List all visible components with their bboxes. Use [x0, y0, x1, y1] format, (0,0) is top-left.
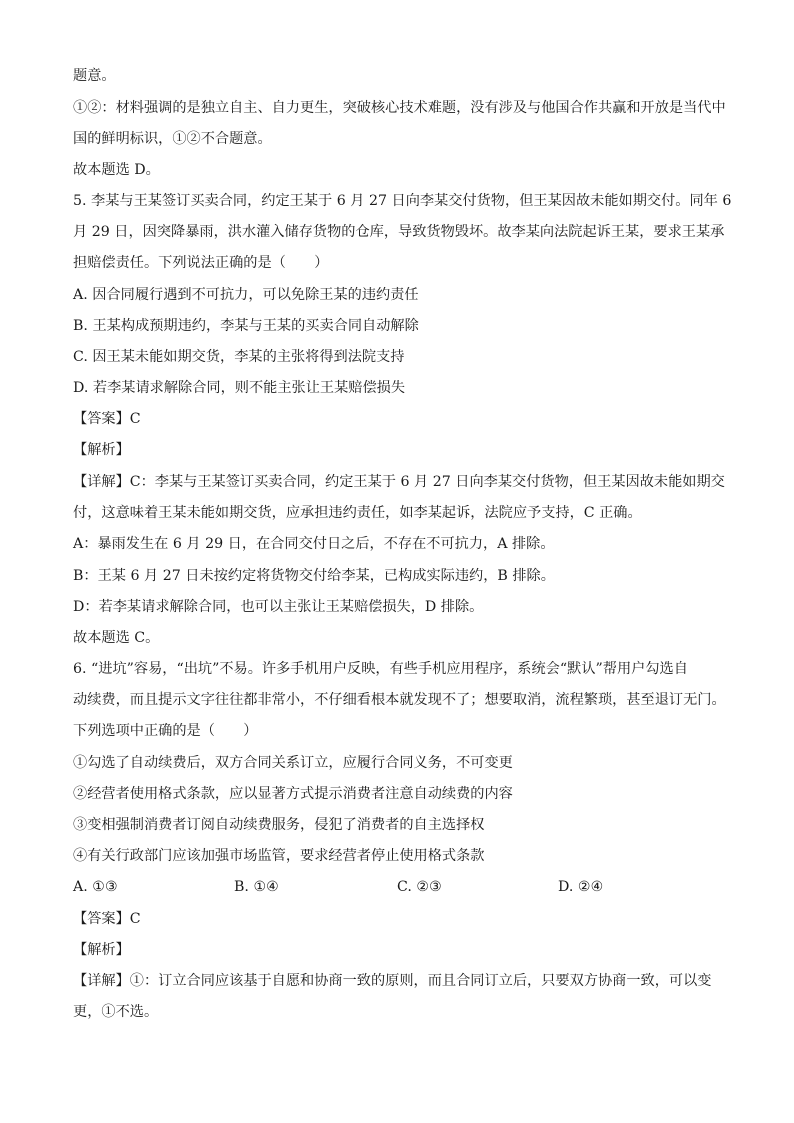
question-5-option-c: C. 因王某未能如期交货，李某的主张将得到法院支持 — [73, 349, 405, 365]
analysis-label: 【解析】 — [73, 942, 130, 958]
explanation-line: 更，①不选。 — [73, 1004, 159, 1020]
text-line: 题意。 — [73, 68, 116, 84]
explanation-line: A：暴雨发生在 6 月 29 日，在合同交付日之后，不存在不可抗力，A 排除。 — [73, 536, 555, 552]
text-line: 国的鲜明标识，①②不合题意。 — [73, 131, 272, 147]
answer-label: 【答案】C — [73, 411, 141, 427]
question-6-stem: 动续费，而且提示文字往往都非常小，不仔细看根本就发现不了；想要取消，流程繁琐，甚至退订无门。 — [73, 692, 726, 708]
question-6-option-d: D. ②④ — [558, 879, 604, 895]
explanation-line: D：若李某请求解除合同，也可以主张让王某赔偿损失，D 排除。 — [73, 599, 484, 615]
question-6-option-c: C. ②③ — [397, 879, 442, 895]
question-6-statement: ①勾选了自动续费后，双方合同关系订立，应履行合同义务，不可变更 — [73, 755, 513, 771]
question-6-option-b: B. ①④ — [234, 879, 279, 895]
question-5-option-b: B. 王某构成预期违约，李某与王某的买卖合同自动解除 — [73, 318, 419, 334]
question-6-stem: 下列选项中正确的是（ ） — [73, 723, 258, 739]
explanation-line: 【详解】①：订立合同应该基于自愿和协商一致的原则，而且合同订立后，只要双方协商一致，可以变 — [73, 973, 712, 989]
question-5-option-a: A. 因合同履行遇到不可抗力，可以免除王某的违约责任 — [73, 287, 419, 303]
text-line: 故本题选 D。 — [73, 162, 160, 178]
question-6-statement: ③变相强制消费者订阅自动续费服务，侵犯了消费者的自主选择权 — [73, 817, 485, 833]
analysis-label: 【解析】 — [73, 442, 130, 458]
explanation-line: 付，这意味着王某未能如期交货，应承担违约责任，如李某起诉，法院应予支持，C 正确。 — [73, 505, 642, 521]
explanation-line: 【详解】C：李某与王某签订买卖合同，约定王某于 6 月 27 日向李某交付货物，但王某因故未能如期交 — [73, 474, 725, 490]
question-5-stem: 月 29 日，因突降暴雨，洪水灌入储存货物的仓库，导致货物毁坏。故李某向法院起诉王某，要求王某承 — [73, 224, 725, 240]
answer-label: 【答案】C — [73, 911, 141, 927]
text-line: ①②：材料强调的是独立自主、自力更生，突破核心技术难题，没有涉及与他国合作共赢和开放是当代中 — [73, 100, 726, 116]
question-6-statement: ④有关行政部门应该加强市场监管，要求经营者停止使用格式条款 — [73, 848, 485, 864]
question-6-stem: 6. “进坑”容易，“出坑”不易。许多手机用户反映，有些手机应用程序，系统会“默认”帮用户勾选自 — [73, 661, 688, 677]
text-line: 故本题选 C。 — [73, 630, 160, 646]
question-6-option-a: A. ①③ — [73, 879, 118, 895]
question-6-statement: ②经营者使用格式条款，应以显著方式提示消费者注意自动续费的内容 — [73, 786, 513, 802]
question-5-option-d: D. 若李某请求解除合同，则不能主张让王某赔偿损失 — [73, 380, 406, 396]
question-5-stem: 5. 李某与王某签订买卖合同，约定王某于 6 月 27 日向李某交付货物，但王某因故未能如期交付。同年 6 — [73, 193, 732, 209]
question-5-stem: 担赔偿责任。下列说法正确的是（ ） — [73, 255, 329, 271]
explanation-line: B：王某 6 月 27 日未按约定将货物交付给李某，已构成实际违约，B 排除。 — [73, 568, 555, 584]
